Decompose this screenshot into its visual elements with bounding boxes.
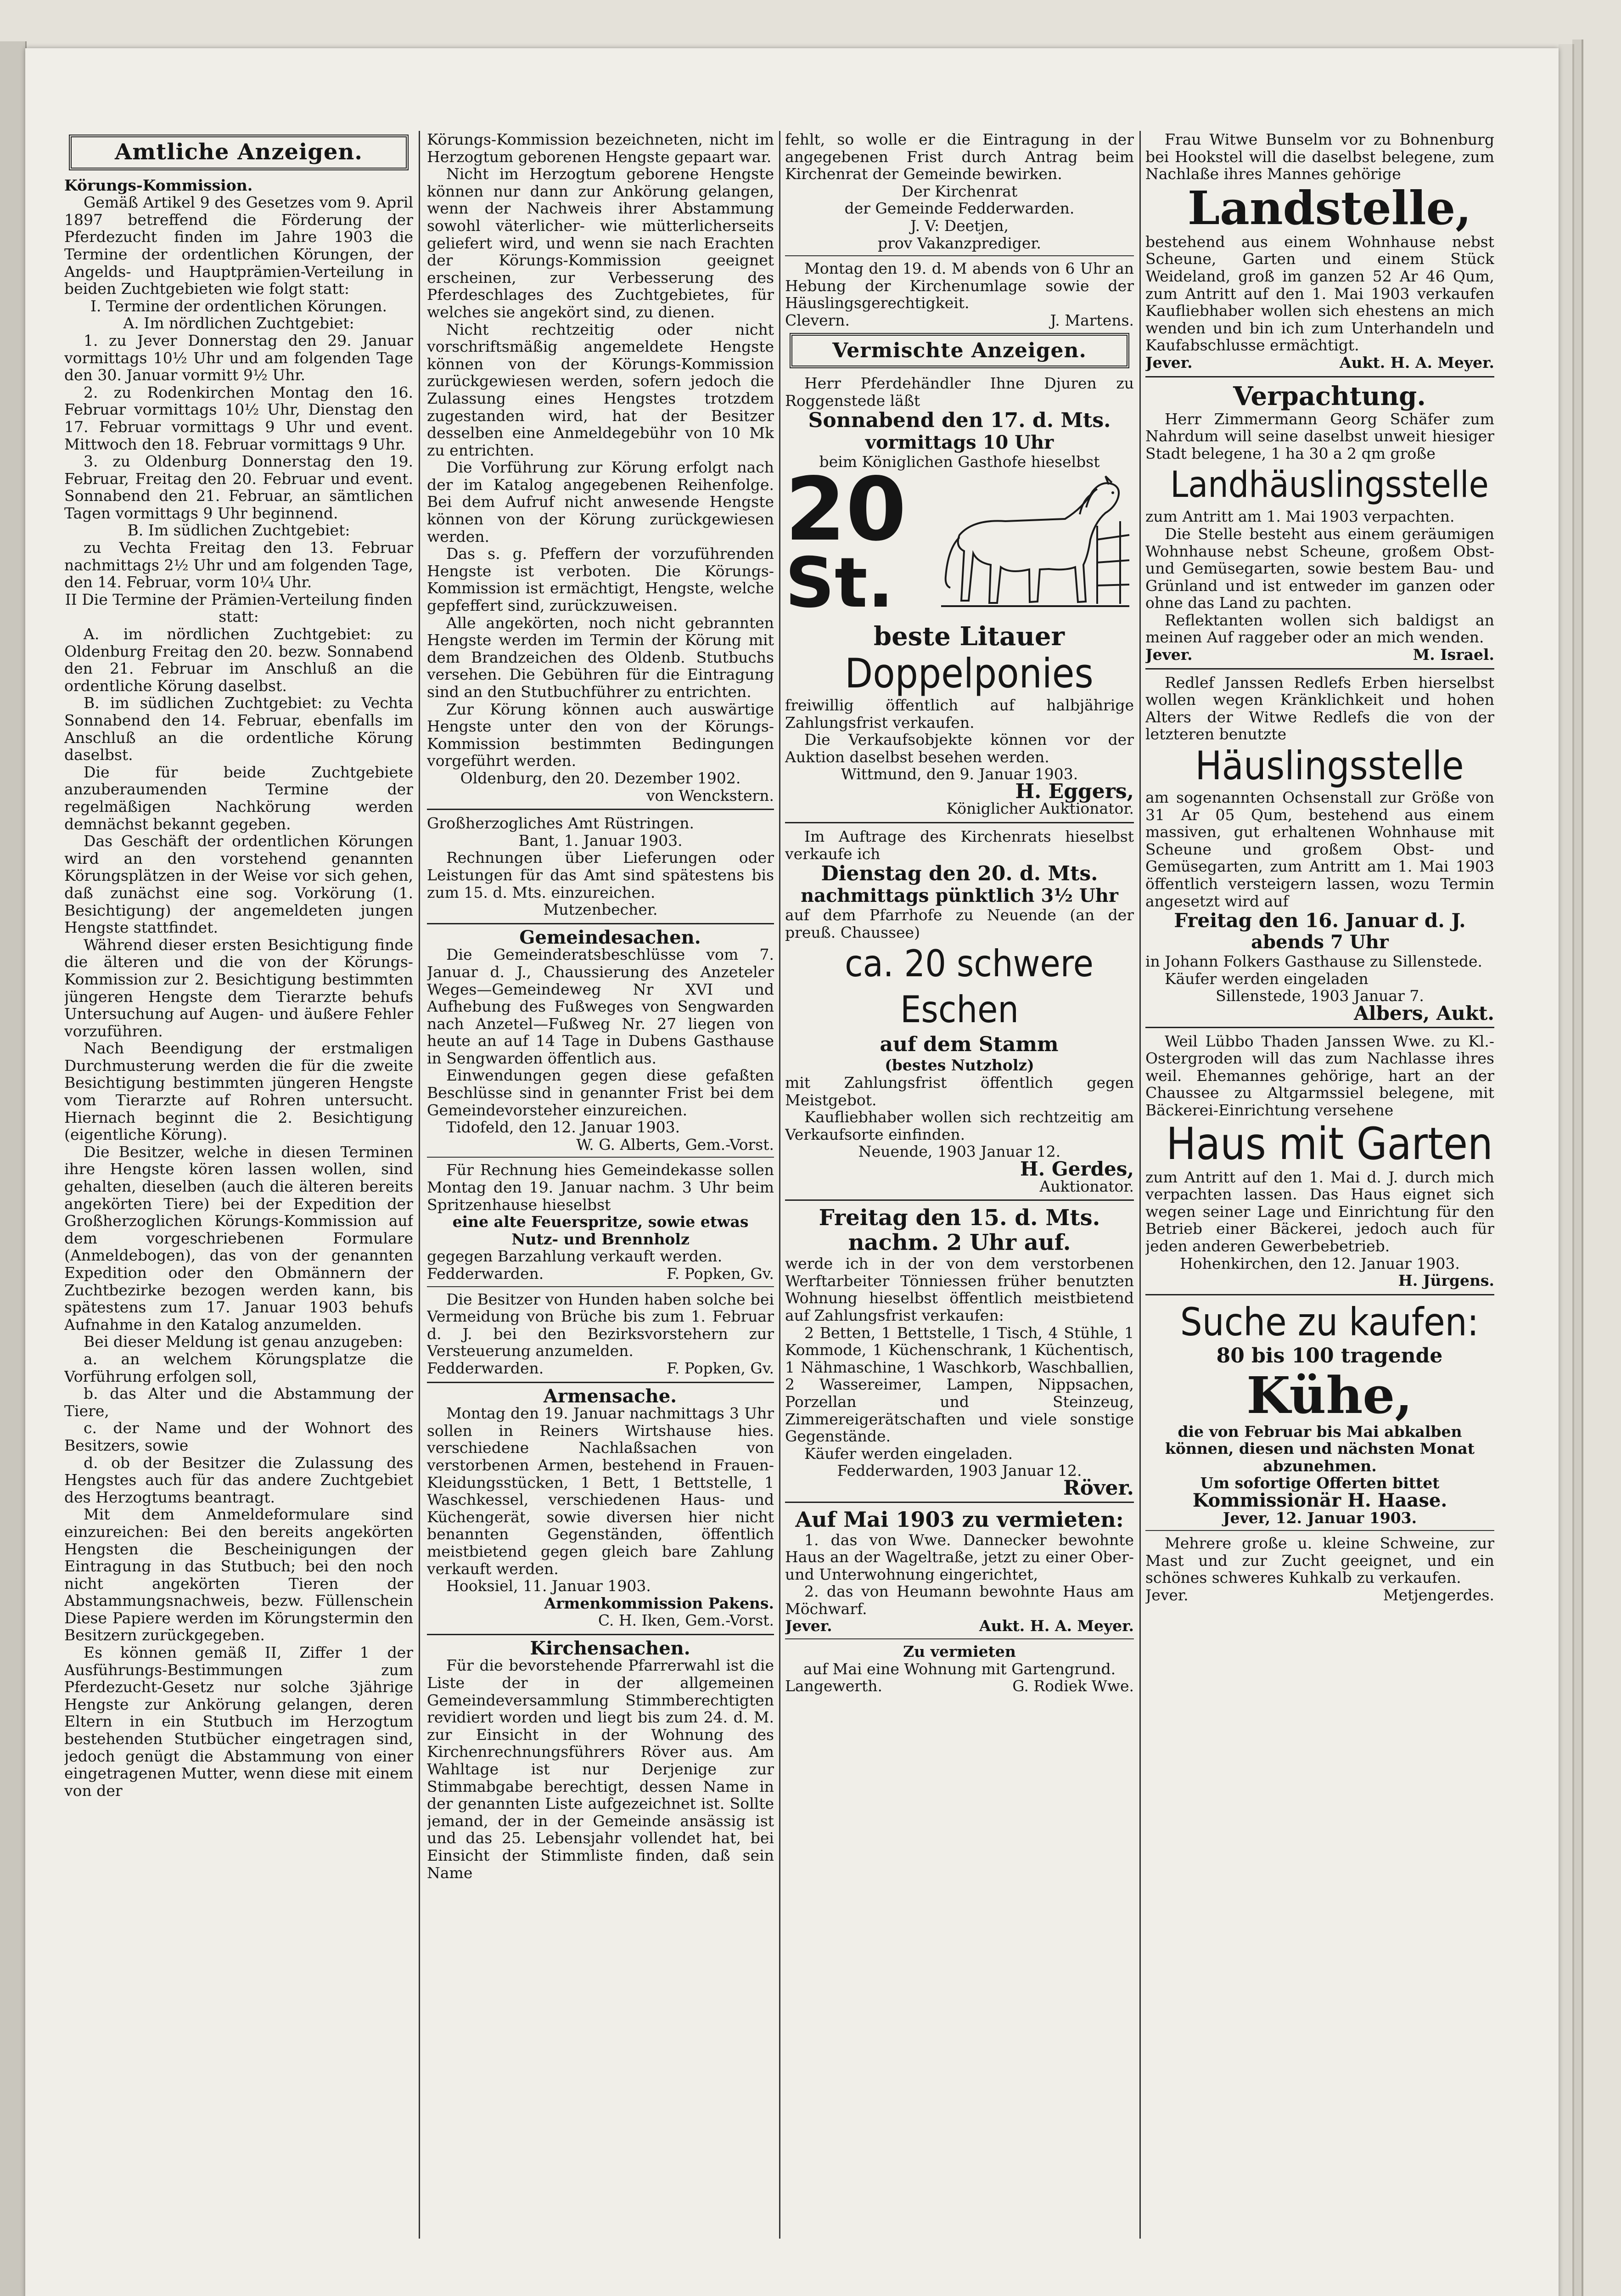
divider: [1145, 1530, 1494, 1531]
kk-p5: Nach Beendigung der erstmaligen Durchmusterung werden die für die zweite Besichtigung bestimmten jüngeren Hengste vom Tierarzte auf Rohren untersucht. Hiernach beginnt die 2. Besichtigung (eigentliche Körung).: [64, 1039, 413, 1144]
divider: [785, 255, 1134, 256]
ponies-date: Sonnabend den 17. d. Mts.: [808, 409, 1111, 433]
zv-text: auf Mai eine Wohnung mit Gartengrund.: [803, 1660, 1116, 1678]
landstelle-headline: Landstelle,: [1187, 180, 1472, 235]
eschen-stamm: auf dem Stamm: [880, 1033, 1059, 1057]
eschen-date: Dienstag den 20. d. Mts.: [821, 862, 1098, 886]
kk-c: A. im nördlichen Zuchtgebiet: zu Oldenburg Freitag den 20. bezw. Sonnabend den 21. Februar im Anschluß an die ordentliche Körung daselbst.: [64, 625, 413, 695]
haeusling-invite: Käufer werden eingeladen: [1165, 969, 1369, 988]
divider: [427, 923, 774, 924]
kk-p6: Die Besitzer, welche in diesen Terminen ihre Hengste kören lassen wollen, sind gehalten, dieselben (auch die älteren bereits angekörten Tiere) bei der Expedition der Großherzoglichen Körungs-Kommission auf dem vorgeschriebenen Formulare (Anmeldebogen), das von der genannten Expedition oder den Obmännern der Zuchtbezirke bezogen werden kann, bis spätestens zum 17. Januar 1903 behufs Aufnahme in den Katalog anzumelden.: [64, 1142, 413, 1334]
horse-icon: [932, 471, 1134, 618]
eschen-text-2: Kaufliebhaber wollen sich rechtzeitig am Verkaufsorte einfinden.: [785, 1108, 1134, 1143]
ponies-text-1: freiwillig öffentlich auf halbjährige Zahlungsfrist verkaufen.: [785, 696, 1134, 732]
eschen-nutzholz: (bestes Nutzholz): [885, 1056, 1034, 1075]
ponies-number: 20: [785, 458, 907, 560]
garten-text: zum Antritt auf den 1. Mai d. J. durch mich verpachten lassen. Das Haus eignet sich wegen seiner Lage und Einrichtung für den Betrieb einer Bäckerei, jedoch auch für jeden anderen Gewerbebetrieb.: [1145, 1168, 1494, 1255]
landhaeuslingsstelle-headline: Landhäuslingsstelle: [1170, 464, 1489, 506]
kk-p8: Mit dem Anmeldeformulare sind einzureichen: Bei den bereits angekörten Hengsten die Bescheinigungen der Eintragung in das Stutbuch; bei den noch nicht angekörten Tieren der Abstammungsnachweis, bezw. Füllenschein Diese Papiere werden im Körungstermin den Besitzern zurückgegeben.: [64, 1505, 413, 1644]
ponies-place: beim Königlichen Gasthofe hieselbst: [819, 453, 1100, 471]
gemeinde-title: Gemeindesachen.: [519, 926, 701, 948]
ponies-signature-2: Königlicher Auktionator.: [946, 799, 1134, 818]
feuer-text-2: gegegen Barzahlung verkauft werden.: [427, 1247, 723, 1266]
gemeinde-date: Tidofeld, den 12. Januar 1903.: [446, 1118, 680, 1137]
haeuslingsstelle-headline: Häuslingsstelle: [1195, 743, 1464, 789]
divider: [1145, 1027, 1494, 1028]
feuer-items: eine alte Feuerspritze, sowie etwas Nutz- und Brennholz: [452, 1213, 749, 1248]
kirchen-title: Kirchensachen.: [530, 1637, 690, 1659]
ponies-count: [785, 458, 907, 623]
column-rule-1: [419, 131, 420, 2239]
kk-q2: b. das Alter und die Abstammung der Tiere,: [64, 1384, 413, 1420]
kk2-p1: Körungs-Kommission bezeichneten, nicht im Herzogtum geborenen Hengste gepaart war.: [427, 131, 774, 166]
kk-q4: d. ob der Besitzer die Zulassung des Hengstes auch für das andere Zuchtgebiet des Herzogtums beantragt.: [64, 1453, 413, 1506]
divider: [785, 822, 1134, 823]
kirchen-sig-d: prov Vakanzprediger.: [877, 234, 1042, 252]
armen-signature-1: Armenkommission Pakens.: [544, 1594, 774, 1612]
eschen-place: auf dem Pfarrhofe zu Neuende (an der preuß. Chaussee): [785, 906, 1134, 941]
schweine-place: Jever.: [1145, 1586, 1189, 1604]
suche-dateline: Jever, 12. Januar 1903.: [1223, 1508, 1417, 1527]
column-4: [1145, 131, 1494, 2239]
kk2-p4: Die Vorführung zur Körung erfolgt nach der im Katalog angegebenen Reihenfolge. Bei dem Aufruf nicht anwesende Hengste können von der Körung zurückgewiesen werden.: [427, 458, 774, 546]
auction-invite: Käufer werden eingeladen.: [804, 1444, 1013, 1463]
suche-text: die von Februar bis Mai abkalben können, diesen und nächsten Monat abzunehmen.: [1165, 1422, 1475, 1475]
mai-place: Jever.: [785, 1617, 832, 1635]
divider: [427, 809, 774, 810]
suche-request: Um sofortige Offerten bittet: [1200, 1474, 1440, 1492]
haeusling-signature: Albers, Aukt.: [1354, 1002, 1494, 1024]
suche-signature: Kommissionär H. Haase.: [1192, 1490, 1447, 1512]
umlage-signature: J. Martens.: [1050, 311, 1134, 329]
garten-intro: Weil Lübbo Thaden Janssen Wwe. zu Kl.-Ostergroden will das zum Nachlasse ihres weil. Ehemannes gehörige, hart an der Chaussee zu Altgarmssiel belegene, mit Bäckerei-Einrichtung versehene: [1145, 1032, 1494, 1119]
landstelle-intro: Frau Witwe Bunselm vor zu Bohnenburg bei Hookstel will die daselbst belegene, zum Nachlaße ihres Mannes gehörige: [1145, 131, 1494, 183]
ponies-signature: H. Eggers,: [1015, 779, 1134, 803]
amt-signature: Mutzenbecher.: [543, 900, 658, 919]
feuer-text: Für Rechnung hies Gemeindekasse sollen Montag den 19. Januar nachm. 3 Uhr beim Spritzenhause hieselbst: [427, 1161, 774, 1214]
column-rule-3: [1139, 131, 1141, 2239]
auction-items: 2 Betten, 1 Bettstelle, 1 Tisch, 4 Stühle, 1 Kommode, 1 Küchenschrank, 1 Küchentisch, 1 Nähmaschine, 1 Waschkorb, Waschballien, 2 Wassereimer, Lampen, Nippsachen, Porzellan und Steinzeug, Zimmereigerätschaften und viele sonstige Gegenstände.: [785, 1323, 1134, 1446]
zv-signature-line: [785, 1677, 1134, 1695]
suche-count: 80 bis 100 tragende: [1216, 1344, 1443, 1367]
eschen-time: nachmittags pünktlich 3½ Uhr: [801, 885, 1118, 907]
divider: [1145, 1294, 1494, 1295]
ponies-intro: Herr Pferdehändler Ihne Djuren zu Roggenstede läßt: [785, 374, 1134, 410]
kk-a1: 1. zu Jever Donnerstag den 29. Januar vormittags 10½ Uhr und am folgenden Tage den 30. Januar vormitt 9½ Uhr.: [64, 331, 413, 384]
kk-p3: Das Geschäft der ordentlichen Körungen wird an den vorstehend genannten Körungsplätzen in der Weise vor sich gehen, daß zunächst eine sog. Vorkörung (1. Besichtigung) der angemeldeten jungen Hengste stattfindet.: [64, 832, 413, 937]
kk-b1: zu Vechta Freitag den 13. Februar nachmittags 2½ Uhr und am folgenden Tage, den 14. Februar, vorm 10¼ Uhr.: [64, 539, 413, 591]
schweine-signature: Metjengerdes.: [1383, 1586, 1494, 1604]
haeusling-date: Freitag den 16. Januar d. J.: [1174, 909, 1466, 932]
verpachtung-intro: Herr Zimmermann Georg Schäfer zum Nahrdum will seine daselbst unweit hiesiger Stadt belegene, 1 ha 30 a 2 qm große: [1145, 410, 1494, 462]
kk-title: Körungs-Kommission.: [64, 176, 253, 194]
verpachtung-signature-line: [1145, 646, 1494, 664]
landstelle-place: Jever.: [1145, 353, 1193, 371]
column-2: [427, 131, 774, 2239]
eschen-text-1: mit Zahlungsfrist öffentlich gegen Meistgebot.: [785, 1074, 1134, 1109]
divider: [1145, 376, 1494, 377]
kk-intro: Gemäß Artikel 9 des Gesetzes vom 9. April 1897 betreffend die Förderung der Pferdezucht finden im Jahre 1903 die Termine der ordentlichen Körungen, der Angelds- und Hauptprämien-Verteilung in beiden Zuchtgebieten wie folgt statt:: [64, 193, 413, 298]
armen-title: Armensache.: [543, 1385, 677, 1407]
divider: [427, 1286, 774, 1287]
haeusling-time: abends 7 Uhr: [1251, 931, 1389, 953]
mai-signature: Aukt. H. A. Meyer.: [979, 1617, 1134, 1635]
zv-place: Langewerth.: [785, 1677, 883, 1695]
verpachtung-signature: M. Israel.: [1413, 646, 1494, 664]
landstelle-signature-line: [1145, 354, 1494, 371]
hund-text: Die Besitzer von Hunden haben solche bei Vermeidung von Brüche bis zum 1. Februar d. J. bei den Bezirksvorstehern zur Versteuerung anzumelden.: [427, 1290, 774, 1360]
eschen-headline: ca. 20 schwere Eschen: [845, 942, 1094, 1031]
ponies-dateline: Wittmund, den 9. Januar 1903.: [841, 765, 1078, 783]
kk-q1: a. an welchem Körungsplatze die Vorführung erfolgen soll,: [64, 1350, 413, 1385]
landstelle-signature: Aukt. H. A. Meyer.: [1340, 353, 1494, 371]
umlage-text: Montag den 19. d. M abends von 6 Uhr an Hebung der Kirchenumlage sowie der Häuslingsgerechtigkeit.: [785, 259, 1134, 312]
auction-time: nachm. 2 Uhr auf.: [848, 1230, 1071, 1256]
feuer-signature-line: [427, 1265, 774, 1283]
kuehe-headline: Kühe,: [1246, 1365, 1413, 1425]
auction-dateline: Fedderwarden, 1903 Januar 12.: [837, 1462, 1082, 1480]
kk2-p7: Zur Körung können auch auswärtige Hengste unter den von der Körungs-Kommission bestimmten Bedingungen vorgeführt werden.: [427, 700, 774, 770]
ponies-doppelponies: Doppelponies: [845, 649, 1094, 697]
suche-headline: Suche zu kaufen:: [1180, 1299, 1479, 1345]
mai-signature-line: [785, 1617, 1134, 1635]
kk2-p5: Das s. g. Pfeffern der vorzuführenden Hengste ist verboten. Die Körungs-Kommission ist ermächtigt, Hengste, welche gepfeffert sind, zurückzuweisen.: [427, 545, 774, 615]
kk-p7: Bei dieser Meldung ist genau anzugeben:: [84, 1333, 403, 1351]
ponies-breed: beste Litauer: [874, 621, 1065, 652]
haus-mit-garten-headline: Haus mit Garten: [1166, 1118, 1493, 1170]
eschen-intro: Im Auftrage des Kirchenrats hieselbst verkaufe ich: [785, 827, 1134, 863]
verpachtung-text-3: Reflektanten wollen sich baldigst an meinen Auf raggeber oder an mich wenden.: [1145, 611, 1494, 647]
mai-title: Auf Mai 1903 zu vermieten:: [795, 1507, 1124, 1532]
hund-signature-line: [427, 1360, 774, 1377]
divider: [785, 1502, 1134, 1503]
vermischte-anzeigen-header: Vermischte Anzeigen.: [790, 333, 1129, 369]
ponies-text-2: Die Verkaufsobjekte können vor der Auktion daselbst besehen werden.: [785, 731, 1134, 766]
kk2-signature: von Wenckstern.: [646, 786, 774, 805]
kk-q3: c. der Name und der Wohnort des Besitzers, sowie: [64, 1419, 413, 1454]
eschen-signature: H. Gerdes,: [1020, 1158, 1134, 1180]
kirchen-sig-b: der Gemeinde Fedderwarden.: [844, 199, 1075, 218]
gemeinde-signature: W. G. Alberts, Gem.-Vorst.: [576, 1135, 774, 1154]
kk-p2: Die für beide Zuchtgebiete anzuberaumenden Termine der regelmäßigen Nachkörung werden demnächst bekannt gegeben.: [64, 763, 413, 833]
kk-d: B. im südlichen Zuchtgebiet: zu Vechta Sonnabend den 14. Februar, ebenfalls im Anschluß an die ordentliche Körung daselbst.: [64, 694, 413, 764]
divider: [427, 1382, 774, 1383]
garten-signature: H. Jürgens.: [1398, 1272, 1494, 1290]
kk-section-2: II Die Termine der Prämien-Verteilung finden statt:: [65, 590, 413, 626]
haeusling-place: in Johann Folkers Gasthause zu Sillenstede.: [1145, 952, 1482, 971]
umlage-signature-line: [785, 312, 1134, 329]
kk2-p6: Alle angekörten, noch nicht gebrannten Hengste werden im Termin der Körung mit dem Brandzeichen des Oldenb. Stutbuchs versehen. Die Gebühren für die Eintragung sind an den Stutbuchführer zu entrichten.: [427, 613, 774, 701]
haeusling-text: am sogenannten Ochsenstall zur Größe von 31 Ar 05 Qum, bestehend aus einem massiven, gut erhaltenen Wohnhause mit Scheune und großem Obst- und Gemüsegarten, zum Antritt am 1. Mai 1903 öffentlich versteigern lassen, wozu Termin angesetzt wird auf: [1145, 788, 1494, 910]
hund-place: Fedderwarden.: [427, 1359, 544, 1377]
gemeinde-text: Die Gemeinderatsbeschlüsse vom 7. Januar d. J., Chaussierung des Anzeteler Weges—Gemeindeweg Nr XVI und Aufhebung des Fußweges von Sengwarden nach Anzetel—Fußweg Nr. 27 liegen von heute an auf 14 Tage in Dubens Gasthause in Sengwarden öffentlich aus.: [427, 945, 774, 1067]
kirchen-cont: fehlt, so wolle er die Eintragung in der angegebenen Frist durch Antrag beim Kirchenrat der Gemeinde bewirken.: [785, 131, 1134, 183]
kk2-p3: Nicht rechtzeitig oder nicht vorschriftsmäßig angemeldete Hengste können von der Körungs-Kommission zurückgewiesen werden, sofern jedoch die Zulassung eines Hengstes trotzdem zugestanden wird, hat der Besitzer desselben eine Anmeldegebühr von 10 Mk zu entrichten.: [427, 320, 774, 459]
kk-south: B. Im südlichen Zuchtgebiet:: [127, 521, 350, 540]
feuer-signature: F. Popken, Gv.: [667, 1265, 774, 1283]
mai-item-1: 1. das von Wwe. Dannecker bewohnte Haus an der Wageltraße, jetzt zu einer Ober- und Unterwohnung eingerichtet,: [785, 1531, 1134, 1583]
kk2-p2: Nicht im Herzogtum geborene Hengste können nur dann zur Ankörung gelangen, wenn der Nachweis ihrer Abstammung sowohl väterlicher- wie mütterlicherseits geliefert wird, und wenn sie nach Erachten der Körungs-Kommission geeignet erscheinen, zur Verbesserung des Pferdeschlages des Zuchtgebietes, für welches sie angekört sind, zu dienen.: [427, 165, 774, 321]
amt-date: Bant, 1. Januar 1903.: [518, 831, 683, 850]
auction-text-1: werde ich in der von dem verstorbenen Werftarbeiter Tönniessen früher benutzten Wohnung hieselbst öffentlich meistbietend auf Zahlungsfrist verkaufen:: [785, 1255, 1134, 1324]
armen-text: Montag den 19. Januar nachmittags 3 Uhr sollen in Reiners Wirtshause hies. verschiedene Nachlaßsachen von verstorbenen Armen, bestehend in Frauen-Kleidungsstücken, 1 Bett, 1 Bettstelle, 1 Waschkessel, verschiedenen Haus- und Küchengerät, sowie diversen hier nicht benannten Gegenständen, öffentlich meistbietend gegen gleich bare Zahlung verkauft werden.: [427, 1404, 774, 1578]
eschen-signature-2: Auktionator.: [1039, 1177, 1134, 1195]
garten-dateline: Hohenkirchen, den 12. Januar 1903.: [1180, 1254, 1460, 1272]
kk-a2: 2. zu Rodenkirchen Montag den 16. Februar vormittags 10½ Uhr, Dienstag den 17. Februar vormittags 9 Uhr und event. Mittwoch den 18. Februar vormittags 9 Uhr.: [64, 383, 413, 453]
ponies-time: vormittags 10 Uhr: [865, 432, 1054, 454]
divider: [1145, 668, 1494, 670]
verpachtung-place: Jever.: [1145, 646, 1193, 664]
zv-title: Zu vermieten: [903, 1643, 1016, 1661]
auction-signature: Röver.: [1063, 1476, 1134, 1500]
divider: [427, 1157, 774, 1158]
kk-north: A. Im nördlichen Zuchtgebiet:: [123, 314, 354, 332]
column-1: [64, 131, 413, 2239]
landstelle-text: bestehend aus einem Wohnhause nebst Scheune, Garten und einem Stück Weideland, groß im ganzen 52 Ar 46 Qum, zum Antritt auf den 1. Mai 1903 verkaufen Kaufliebhaber wollen sich ehestens an mich wenden und bin ich zum Unterhandeln und Kaufabschlusse ermächtigt.: [1145, 232, 1494, 355]
hund-signature: F. Popken, Gv.: [667, 1359, 774, 1377]
kirchen-text: Für die bevorstehende Pfarrerwahl ist die Liste der in der allgemeinen Gemeindeversammlung Stimmberechtigten revidiert worden und liegt bis zum 24. d. M. zur Einsicht in der Wohnung des Kirchenrechnungsführers Röver aus. Am Wahltage ist nur Derjenige zur Stimmabgabe berechtigt, dessen Name in der genannten Liste aufgezeichnet ist. Sollte jemand, der in der Gemeinde ansässig ist und das 25. Lebensjahr vollendet hat, bei Einsicht der Stimmliste finden, daß sein Name: [427, 1656, 774, 1882]
left-page-gutter: [0, 41, 27, 2296]
verpachtung-text-2: Die Stelle besteht aus einem geräumigen Wohnhause nebst Scheune, großem Obst- und Gemüsegarten, sowie bestem Bau- und Grünland und ist entweder im ganzen oder ohne das Land zu pachten.: [1145, 524, 1494, 612]
column-3: [785, 131, 1134, 2239]
ponies-unit: St.: [785, 543, 894, 623]
kk-p9: Es können gemäß II, Ziffer 1 der Ausführungs-Bestimmungen zum Pferdezucht-Gesetz nur solche 3jährige Hengste zur Ankörung gelangen, deren Eltern in ein Stutbuch im Herzogtum bestehenden Stutbücher eingetragen sind, jedoch genügt die Abstammung von einer eingetragenen Mutter, wenn diese mit einem von der: [64, 1643, 413, 1800]
mai-item-2: 2. das von Heumann bewohnte Haus am Möchwarf.: [785, 1582, 1134, 1618]
divider: [785, 1638, 1134, 1639]
amt-text: Rechnungen über Lieferungen oder Leistungen für das Amt sind spätestens bis zum 15. d. Mts. einzureichen.: [427, 849, 774, 901]
kk-section-1: I. Termine der ordentlichen Körungen.: [90, 297, 387, 315]
verpachtung-text-1: zum Antritt am 1. Mai 1903 verpachten.: [1145, 507, 1455, 526]
haeusling-dateline: Sillenstede, 1903 Januar 7.: [1216, 987, 1424, 1005]
schweine-signature-line: [1145, 1587, 1494, 1604]
gemeinde-text-2: Einwendungen gegen diese gefaßten Beschlüsse sind in genannter Frist bei dem Gemeindevorsteher einzureichen.: [427, 1066, 774, 1119]
armen-date: Hooksiel, 11. Januar 1903.: [446, 1577, 651, 1595]
verpachtung-title: Verpachtung.: [1233, 381, 1426, 411]
schweine-text: Mehrere große u. kleine Schweine, zur Mast und zur Zucht geeignet, und ein schönes schweres Kuhkalb zu verkaufen.: [1145, 1534, 1494, 1587]
kk-p4: Während dieser ersten Besichtigung finde die älteren und die von der Körungs-Kommission zur 2. Besichtigung bestimmten jüngeren Hengste dem Tierarzte behufs Untersuchung auf Augen- und äußere Fehler vorzuführen.: [64, 935, 413, 1040]
umlage-place: Clevern.: [785, 311, 850, 329]
divider: [427, 1634, 774, 1635]
amtliche-anzeigen-header: Amtliche Anzeigen.: [69, 135, 409, 170]
kirchen-sig-c: J. V: Deetjen,: [910, 216, 1009, 235]
amt-title: Großherzogliches Amt Rüstringen.: [427, 814, 694, 833]
column-rule-2: [779, 131, 780, 2239]
kk2-date: Oldenburg, den 20. Dezember 1902.: [460, 769, 741, 787]
page-edge: [1559, 44, 1574, 2296]
haeusling-intro: Redlef Janssen Redlefs Erben hierselbst wollen wegen Kränklichkeit und hohen Alters der Witwe Redlefs die von der letzteren benutzte: [1145, 673, 1494, 743]
kk-a3: 3. zu Oldenburg Donnerstag den 19. Februar, Freitag den 20. Februar und event. Sonnabend den 21. Februar, an sämtlichen Tagen vormittags 9 Uhr beginnend.: [64, 452, 413, 522]
divider: [785, 1199, 1134, 1201]
feuer-place: Fedderwarden.: [427, 1265, 544, 1283]
armen-signature-2: C. H. Iken, Gem.-Vorst.: [598, 1611, 774, 1630]
eschen-dateline: Neuende, 1903 Januar 12.: [858, 1142, 1061, 1161]
kirchen-sig-a: Der Kirchenrat: [901, 182, 1018, 200]
auction-date: Freitag den 15. d. Mts.: [819, 1205, 1100, 1231]
zv-signature: G. Rodiek Wwe.: [1012, 1677, 1134, 1695]
